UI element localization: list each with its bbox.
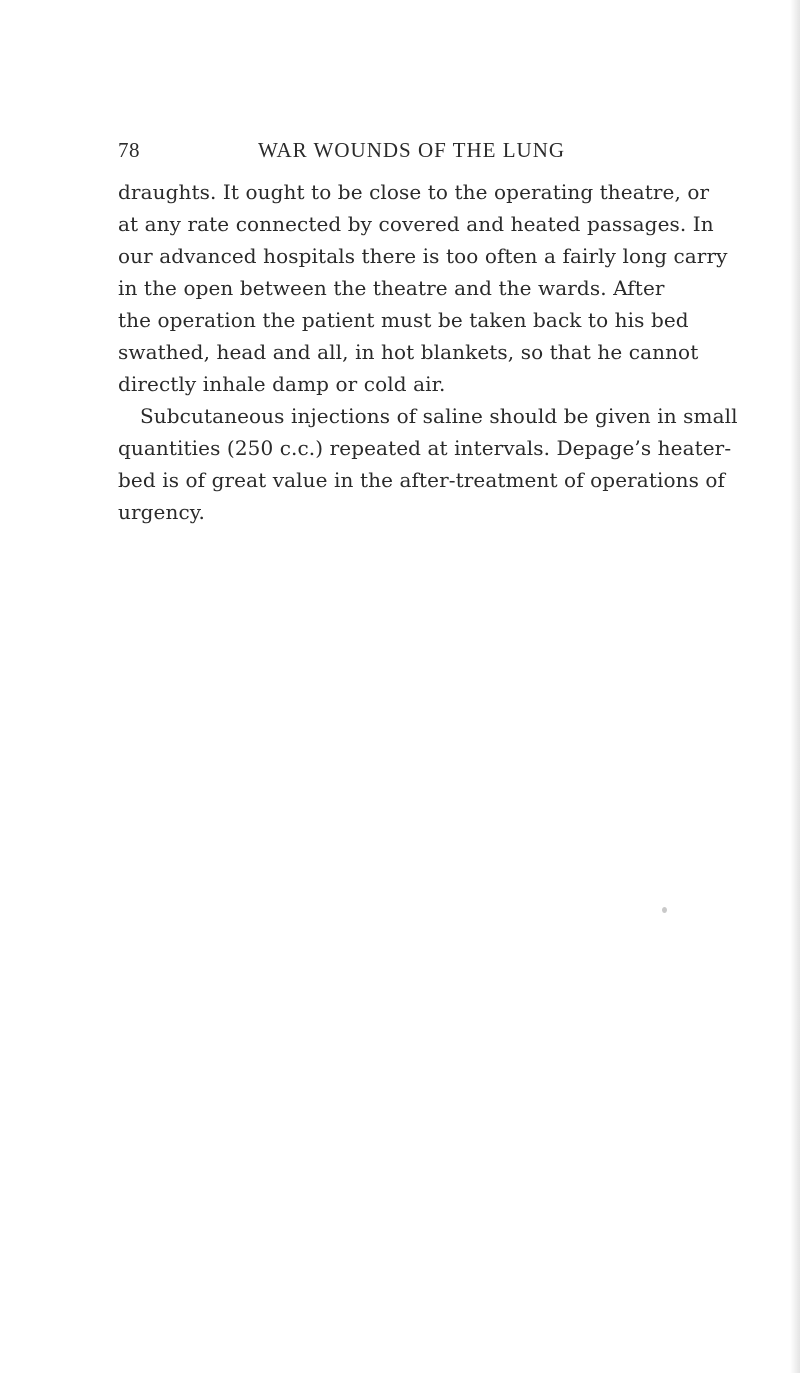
text-line: our advanced hospitals there is too often a fairly long carry xyxy=(118,244,728,268)
paper-speck xyxy=(662,907,667,913)
text-line: quantities (250 c.c.) repeated at intervals. Depage’s heater- xyxy=(118,436,732,460)
text-line: swathed, head and all, in hot blankets, so that he cannot xyxy=(118,340,699,364)
text-line: Subcutaneous injections of saline should be given in small xyxy=(140,404,738,428)
body-text xyxy=(118,176,738,528)
running-title: WAR WOUNDS OF THE LUNG xyxy=(258,138,566,162)
text-line: the operation the patient must be taken back to his bed xyxy=(118,308,689,332)
page-header xyxy=(118,138,638,168)
text-line: draughts. It ought to be close to the operating theatre, or xyxy=(118,180,710,204)
page-edge-shadow xyxy=(790,0,800,1373)
text-line: at any rate connected by covered and heated passages. In xyxy=(118,212,714,236)
page-number: 78 xyxy=(118,138,140,162)
text-line: urgency. xyxy=(118,500,205,524)
text-line: bed is of great value in the after-treatment of operations of xyxy=(118,468,726,492)
text-line: directly inhale damp or cold air. xyxy=(118,372,446,396)
text-line: in the open between the theatre and the wards. After xyxy=(118,276,665,300)
